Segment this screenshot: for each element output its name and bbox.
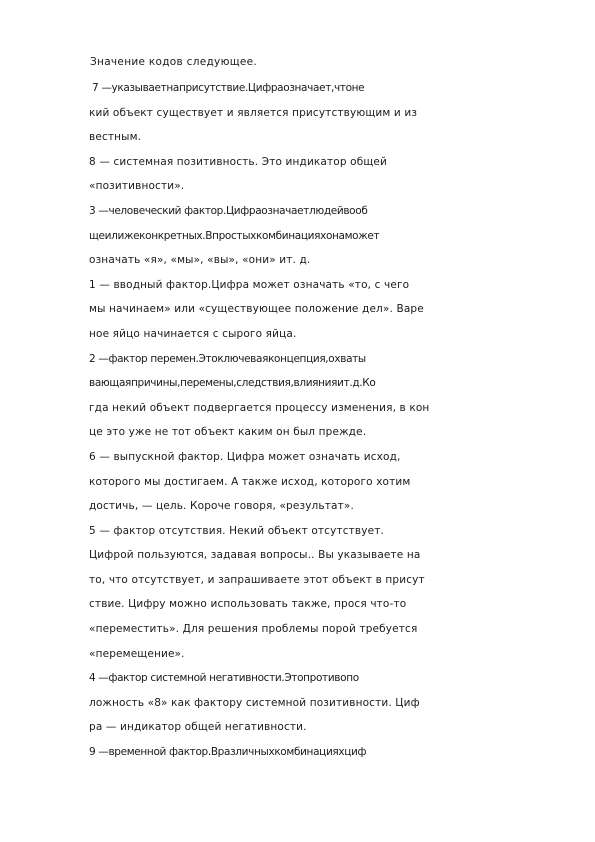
- text-line: достичь, — цель. Короче говоря, «результат».: [89, 500, 354, 513]
- document-body: [89, 80, 449, 769]
- text-line: мы начинаем» или «существующее положение дел». Варе: [89, 303, 424, 316]
- text-line: означать «я», «мы», «вы», «они» ит. д.: [89, 254, 311, 267]
- text-line: «позитивности».: [89, 180, 185, 193]
- text-line: ствие. Цифру можно использовать также, прося что-то: [89, 598, 407, 611]
- text-line: ное яйцо начинается с сырого яйца.: [89, 327, 297, 340]
- text-line: вестным.: [89, 131, 142, 144]
- text-line: кий объект существует и является присутствующим и из: [89, 106, 418, 119]
- text-line: 2 —фактор перемен.Этоключеваяконцепция,охваты: [89, 352, 366, 365]
- text-line: 1 — вводный фактор.Цифра может означать «то, с чего: [89, 278, 410, 291]
- text-line: щеилижеконкретных.Впростыхкомбинацияхонаможет: [89, 229, 380, 242]
- text-line: ра — индикатор общей негативности.: [89, 721, 307, 734]
- document-heading: Значение кодов следующее.: [90, 56, 258, 68]
- text-line: Цифрой пользуются, задавая вопросы.. Вы указываете на: [89, 549, 421, 562]
- text-line: которого мы достигаем. А также исход, которого хотим: [89, 475, 411, 488]
- text-line: 7 —указываетнаприсутствие.Цифраозначает,чтоне: [92, 82, 365, 94]
- text-line: це это уже не тот объект каким он был прежде.: [89, 426, 367, 439]
- text-line: ложность «8» как фактору системной позитивности. Циф: [89, 696, 420, 709]
- text-line: то, что отсутствует, и запрашиваете этот объект в присут: [89, 573, 425, 586]
- text-line: 4 —фактор системной негативности.Этопротивопо: [89, 672, 359, 685]
- text-line: гда некий объект подвергается процессу изменения, в кон: [89, 401, 430, 414]
- text-line: «переместить». Для решения проблемы порой требуется: [89, 623, 418, 636]
- text-line: вающаяпричины,перемены,следствия,влиянияит.д.Ко: [89, 377, 376, 390]
- text-line: 5 — фактор отсутствия. Некий объект отсутствует.: [89, 524, 384, 537]
- text-line: «перемещение».: [89, 647, 185, 660]
- text-line: 9 —временной фактор.Вразличныхкомбинацияхциф: [89, 746, 367, 759]
- text-line: 8 — системная позитивность. Это индикатор общей: [89, 155, 387, 168]
- text-line: 3 —человеческий фактор.Цифраозначаетлюдейвооб: [89, 204, 368, 217]
- text-line: 6 — выпускной фактор. Цифра может означать исход,: [89, 450, 401, 463]
